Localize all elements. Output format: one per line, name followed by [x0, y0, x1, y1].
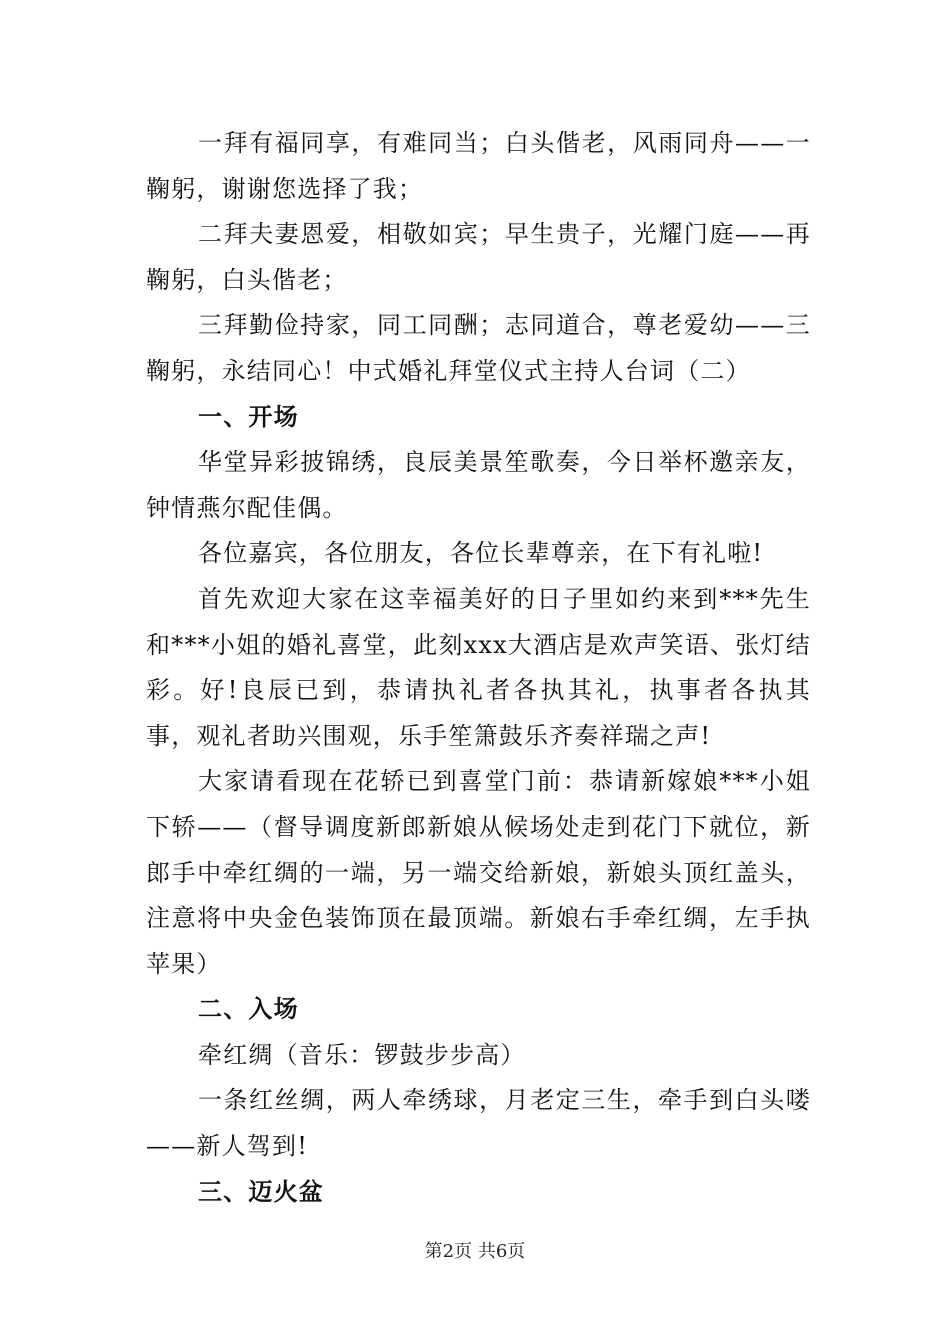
- paragraph-couple-arrives: 一条红丝绸，两人牵绣球，月老定三生，牵手到白头喽——新人驾到!: [146, 1086, 811, 1161]
- paragraph-first-bow: 一拜有福同享，有难同当；白头偕老，风雨同舟——一鞠躬，谢谢您选择了我；: [146, 129, 811, 203]
- section-heading-fire-basin: 三、迈火盆: [198, 1177, 324, 1206]
- section-heading-entrance: 二、入场: [198, 995, 299, 1024]
- section-heading-opening: 一、开场: [198, 402, 299, 431]
- paragraph-third-bow: 三拜勤俭持家，同工同酬；志同道合，尊老爱幼——三鞠躬，永结同心！中式婚礼拜堂仪式主持人台词（二）: [146, 311, 811, 385]
- page-number-footer: 第2页 共6页: [424, 1241, 526, 1262]
- paragraph-greeting: 各位嘉宾，各位朋友，各位长辈尊亲，在下有礼啦!: [198, 539, 764, 568]
- document-body: [146, 121, 811, 1215]
- paragraph-second-bow: 二拜夫妻恩爱，相敬如宾；早生贵子，光耀门庭——再鞠躬，白头偕老；: [146, 220, 811, 294]
- paragraph-welcome: 首先欢迎大家在这幸福美好的日子里如约来到***先生和***小姐的婚礼喜堂，此刻xxx大酒店是欢声笑语、张灯结彩。好!良辰已到，恭请执礼者各执其礼，执事者各执其事，观礼者助兴围观，乐手笙箫鼓乐齐奏祥瑞之声!: [146, 584, 811, 750]
- paragraph-sedan-arrival: 大家请看现在花轿已到喜堂门前：恭请新嫁娘***小姐下轿——（督导调度新郎新娘从候场处走到花门下就位，新郎手中牵红绸的一端，另一端交给新娘，新娘头顶红盖头，注意将中央金色装饰顶在最顶端。新娘右手牵红绸，左手执苹果）: [146, 767, 811, 978]
- paragraph-opening-verse: 华堂异彩披锦绣，良辰美景笙歌奏，今日举杯邀亲友，钟情燕尔配佳偶。: [146, 448, 811, 522]
- paragraph-red-silk: 牵红绸（音乐：锣鼓步步高）: [198, 1040, 526, 1069]
